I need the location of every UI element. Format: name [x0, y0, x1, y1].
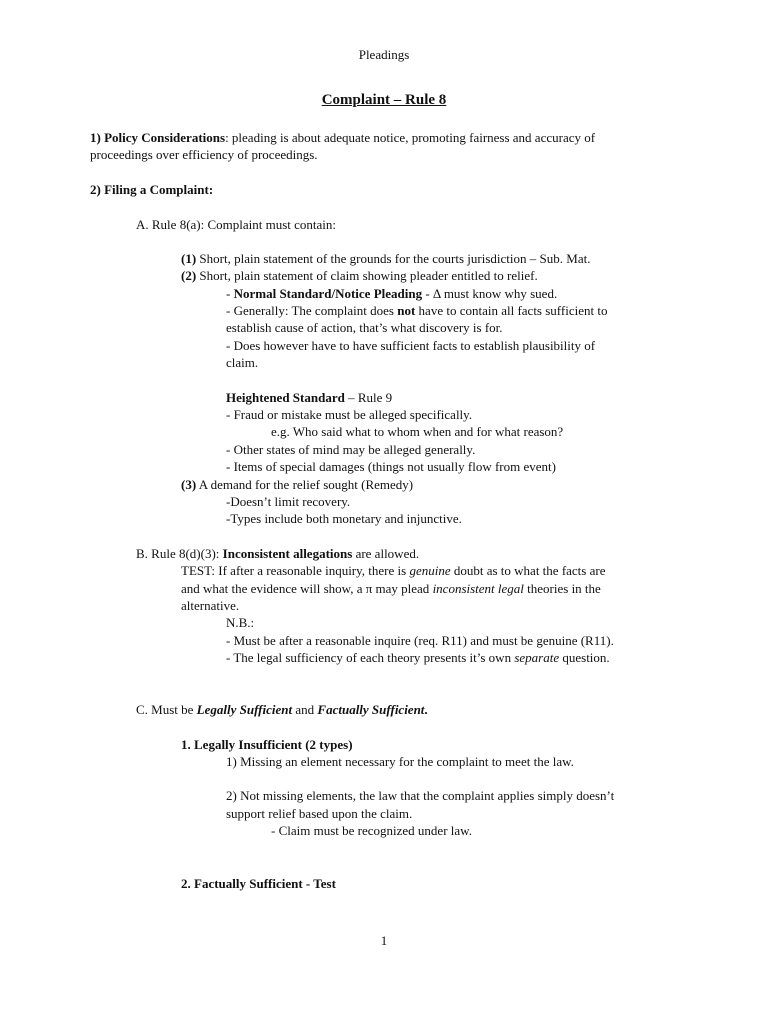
legally-insufficient-type-1: 1) Missing an element necessary for the complaint to meet the law.: [226, 754, 574, 769]
plausibility-line-2: claim.: [226, 355, 259, 370]
legally-insufficient-label: 1. Legally Insufficient (2 types): [181, 737, 353, 752]
heightened-standard-rule: – Rule 9: [344, 390, 393, 405]
rule8d-post: are allowed.: [352, 546, 420, 561]
generally-not: not: [397, 303, 416, 318]
rule8a-title: A. Rule 8(a): Complaint must contain:: [136, 217, 337, 232]
rule8a-item-3: [181, 476, 413, 493]
section-c-dot: .: [424, 702, 428, 717]
page-number: 1: [380, 933, 388, 948]
test-genuine: genuine: [409, 563, 451, 578]
nb-item-1: - Must be after a reasonable inquire (req. R11) and must be genuine (R11).: [226, 633, 614, 648]
heightened-standard-heading: [226, 389, 392, 406]
test2-italic: inconsistent legal: [432, 581, 524, 596]
nb2-italic: separate: [514, 650, 560, 665]
legally-sufficient: Legally Sufficient: [196, 702, 293, 717]
item-text: A demand for the relief sought (Remedy): [196, 477, 414, 492]
section-c-pre: C. Must be: [136, 702, 197, 717]
running-header: Pleadings: [358, 47, 410, 62]
heightened-items: - Items of special damages (things not usually flow from event): [226, 459, 556, 474]
policy-heading: 1) Policy Considerations: [90, 130, 226, 145]
legally-insufficient-heading: [181, 736, 353, 753]
item-text: Short, plain statement of claim showing pleader entitled to relief.: [196, 268, 538, 283]
normal-standard-label: Normal Standard/Notice Pleading: [233, 286, 423, 301]
legally-insufficient-type-2a: 2) Not missing elements, the law that the complaint applies simply doesn’t: [226, 788, 615, 803]
factually-sufficient-heading: [181, 875, 336, 892]
item-text: Short, plain statement of the grounds for the courts jurisdiction – Sub. Mat.: [196, 251, 591, 266]
test2-pre: and what the evidence will show, a π may plead: [181, 581, 433, 596]
generally-post: have to contain all facts sufficient to: [415, 303, 608, 318]
filing-heading-text: 2) Filing a Complaint:: [90, 182, 214, 197]
generally-line-2: establish cause of action, that’s what discovery is for.: [226, 320, 503, 335]
rule8d-test-line-3: alternative.: [181, 598, 240, 613]
heightened-other: - Other states of mind may be alleged generally.: [226, 442, 476, 457]
item3-sub-b: -Types include both monetary and injunctive.: [226, 511, 462, 526]
filing-heading: [90, 181, 213, 198]
test2-post: theories in the: [523, 581, 601, 596]
factually-sufficient: Factually Sufficient: [317, 702, 425, 717]
item-number: (1): [181, 251, 197, 266]
factually-sufficient-label: 2. Factually Sufficient - Test: [181, 876, 336, 891]
policy-line-1: [90, 129, 595, 146]
dash: -: [226, 286, 234, 301]
legally-insufficient-type-2c: - Claim must be recognized under law.: [271, 823, 472, 838]
item-number: (2): [181, 268, 197, 283]
section-c-and: and: [292, 702, 318, 717]
page-title: Complaint – Rule 8: [321, 92, 447, 108]
normal-standard-text: - Δ must know why sued.: [422, 286, 558, 301]
item-number: (3): [181, 477, 197, 492]
item3-sub-a: -Doesn’t limit recovery.: [226, 494, 351, 509]
generally-line-1: [226, 302, 607, 319]
rule8d-test-line-2: [181, 580, 601, 597]
policy-text-1: : pleading is about adequate notice, promoting fairness and accuracy of: [225, 130, 596, 145]
rule8d-pre: B. Rule 8(d)(3):: [136, 546, 223, 561]
heightened-standard-label: Heightened Standard: [226, 390, 345, 405]
rule8a-item-2: [181, 267, 538, 284]
generally-pre: - Generally: The complaint does: [226, 303, 398, 318]
rule8d-title: [136, 545, 419, 562]
heightened-fraud: - Fraud or mistake must be alleged specifically.: [226, 407, 473, 422]
test-pre: TEST: If after a reasonable inquiry, there is: [181, 563, 410, 578]
legally-insufficient-type-2b: support relief based upon the claim.: [226, 806, 413, 821]
nb-item-2: [226, 649, 610, 666]
inconsistent-allegations: Inconsistent allegations: [222, 546, 353, 561]
test-post: doubt as to what the facts are: [450, 563, 606, 578]
rule8d-test-line-1: [181, 562, 605, 579]
rule8a-item-1: [181, 250, 590, 267]
heightened-example: e.g. Who said what to whom when and for what reason?: [271, 424, 564, 439]
nb2-post: question.: [559, 650, 610, 665]
policy-line-2: proceedings over efficiency of proceedings.: [90, 147, 318, 162]
section-c-title: [136, 701, 428, 718]
nb-label: N.B.:: [226, 615, 255, 630]
plausibility-line-1: - Does however have to have sufficient facts to establish plausibility of: [226, 338, 596, 353]
nb2-pre: - The legal sufficiency of each theory presents it’s own: [226, 650, 515, 665]
normal-standard-line: [226, 285, 557, 302]
